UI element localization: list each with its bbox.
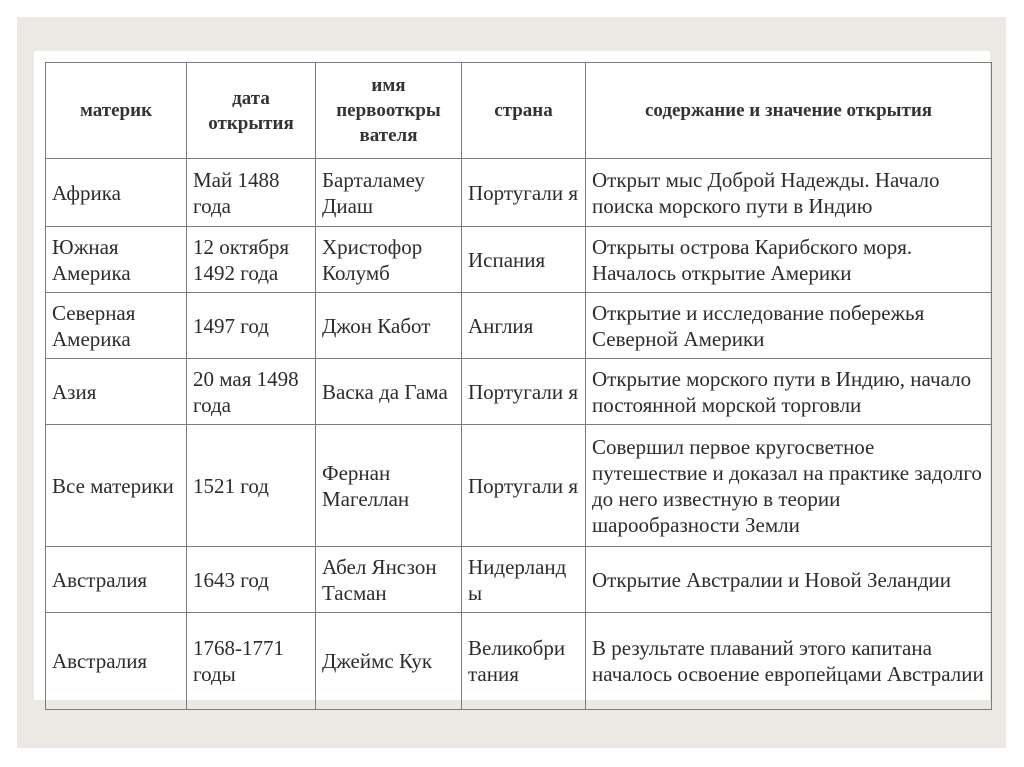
table-row xyxy=(46,159,992,227)
table-row xyxy=(46,547,992,613)
cell-continent: Африка xyxy=(46,159,187,227)
cell-discoverer: Васка да Гама xyxy=(316,359,462,425)
cell-continent: Все материки xyxy=(46,425,187,547)
table-row xyxy=(46,613,992,710)
cell-description: Открытие морского пути в Индию, начало постоянной морской торговли xyxy=(586,359,992,425)
cell-discoverer: Христофор Колумб xyxy=(316,227,462,293)
cell-description: Совершил первое кругосветное путешествие и доказал на практике задолго до него известную в теории шарообразности Земли xyxy=(586,425,992,547)
cell-date: 1497 год xyxy=(187,293,316,359)
cell-description: Открыт мыс Доброй Надежды. Начало поиска морского пути в Индию xyxy=(586,159,992,227)
header-description: содержание и значение открытия xyxy=(586,63,992,159)
cell-date: 1521 год xyxy=(187,425,316,547)
cell-discoverer: Джон Кабот xyxy=(316,293,462,359)
cell-continent: Австралия xyxy=(46,547,187,613)
header-continent: материк xyxy=(46,63,187,159)
cell-continent: Южная Америка xyxy=(46,227,187,293)
header-date: дата открытия xyxy=(187,63,316,159)
cell-country: Англия xyxy=(462,293,586,359)
cell-country: Португали я xyxy=(462,359,586,425)
cell-date: Май 1488 года xyxy=(187,159,316,227)
cell-continent: Северная Америка xyxy=(46,293,187,359)
cell-discoverer: Фернан Магеллан xyxy=(316,425,462,547)
table-row xyxy=(46,359,992,425)
cell-country: Португали я xyxy=(462,159,586,227)
cell-date: 20 мая 1498 года xyxy=(187,359,316,425)
cell-date: 1768-1771 годы xyxy=(187,613,316,710)
cell-date: 12 октября 1492 года xyxy=(187,227,316,293)
cell-discoverer: Абел Янсзон Тасман xyxy=(316,547,462,613)
cell-country: Нидерланд ы xyxy=(462,547,586,613)
cell-country: Великобри тания xyxy=(462,613,586,710)
cell-description: В результате плаваний этого капитана началось освоение европейцами Австралии xyxy=(586,613,992,710)
cell-discoverer: Барталамеу Диаш xyxy=(316,159,462,227)
cell-date: 1643 год xyxy=(187,547,316,613)
table-row xyxy=(46,227,992,293)
table-row xyxy=(46,425,992,547)
header-country: страна xyxy=(462,63,586,159)
cell-discoverer: Джеймс Кук xyxy=(316,613,462,710)
header-discoverer: имя первооткры вателя xyxy=(316,63,462,159)
discoveries-table xyxy=(45,62,992,710)
cell-description: Открытие и исследование побережья Северной Америки xyxy=(586,293,992,359)
cell-description: Открытие Австралии и Новой Зеландии xyxy=(586,547,992,613)
header-row xyxy=(46,63,992,159)
cell-country: Испания xyxy=(462,227,586,293)
cell-continent: Австралия xyxy=(46,613,187,710)
cell-description: Открыты острова Карибского моря. Началось открытие Америки xyxy=(586,227,992,293)
cell-country: Португали я xyxy=(462,425,586,547)
table-row xyxy=(46,293,992,359)
cell-continent: Азия xyxy=(46,359,187,425)
